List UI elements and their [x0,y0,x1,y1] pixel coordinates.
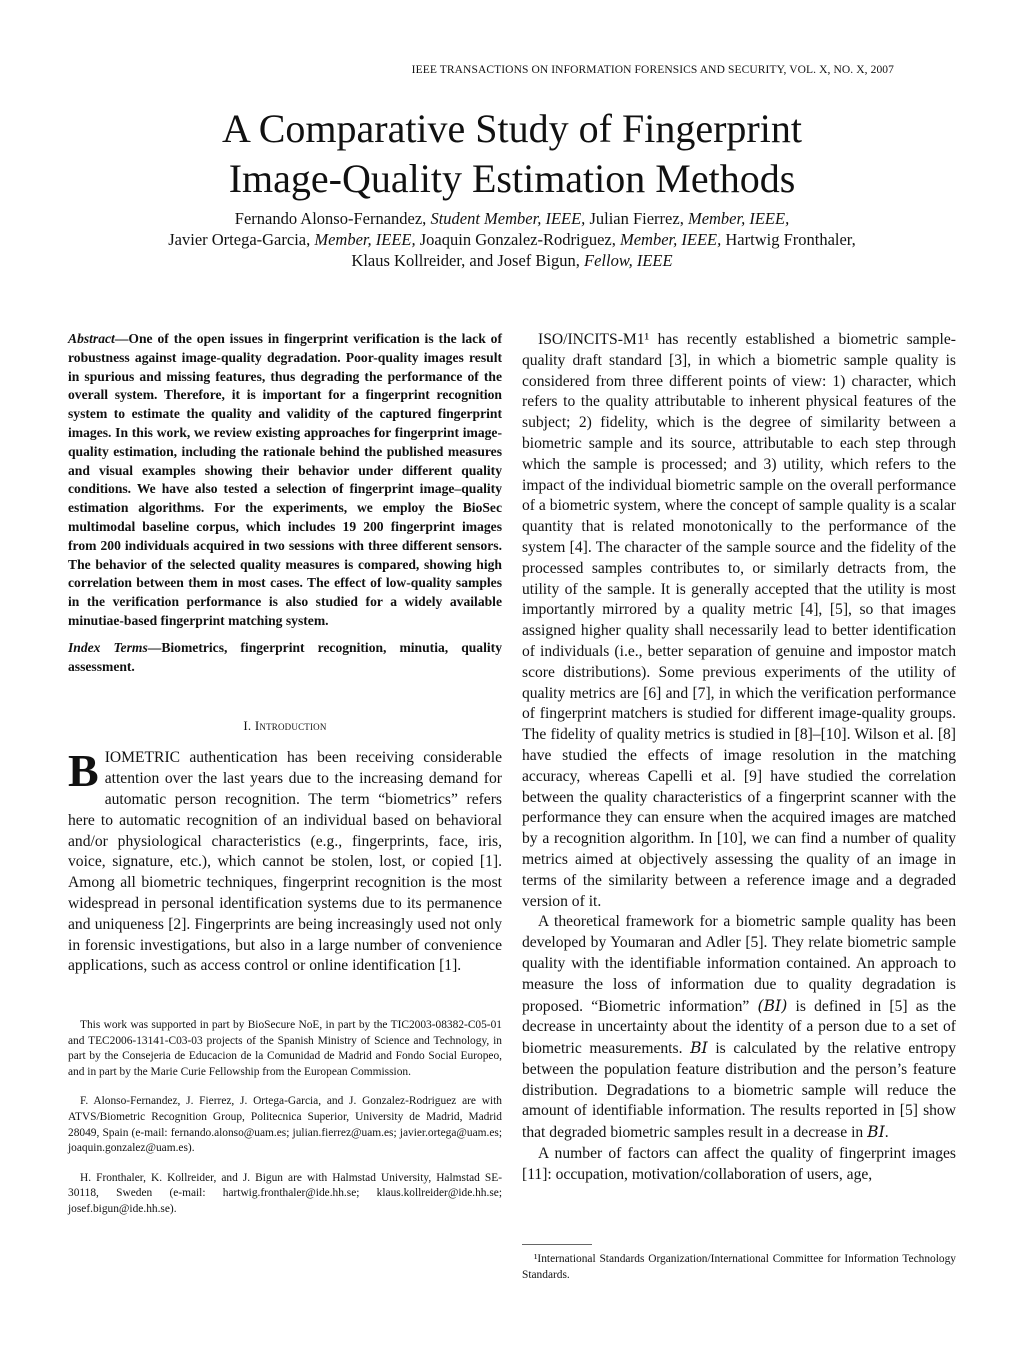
author-4: Joaquin Gonzalez-Rodriguez, [419,230,616,249]
footnote-support: This work was supported in part by BioSecure NoE, in part by the TIC2003-08382-C05-01 and TEC2006-13141-C03-03 projects of the Spanish Ministry of Science and Technology, in part by the Consejeria de Educacion de la Comunidad de Madrid and Fondo Social Europeo, and in part by the Marie Curie Fellowship from the European Commission. [68,1019,502,1078]
drop-cap: B [68,745,99,797]
footnote-affiliation-1: F. Alonso-Fernandez, J. Fierrez, J. Ortega-Garcia, and J. Gonzalez-Rodriguez are with ATVS/Biometric Recognition Group, Politecnica Superior, University de Madrid, Madrid 28049, Spain (e-mail: fernando.alonso@uam.es; julian.fierrez@uam.es; javier.ortega@uam.es; joaquin.gonzalez@uam.es). [68,1095,502,1155]
footnote-affiliation-2: H. Fronthaler, K. Kollreider, and J. Bigun are with Halmstad University, Halmstad SE-30118, Sweden (e-mail: hartwig.fronthaler@ide.hh.se; klaus.kollreider@ide.hh.se; josef.bigun@ide.hh.se). [68,1171,502,1215]
author-3-role: Member, IEEE, [314,230,416,249]
index-terms [68,639,502,677]
author-2-role: Member, IEEE, [687,209,790,228]
index-terms-text: —Biometrics, fingerprint recognition, minutia, quality assessment. [68,639,502,674]
right-column [522,330,956,1186]
body-paragraph-3: A number of factors can affect the quality of fingerprint images [11]: occupation, motivation/collaboration of users, age, [522,1145,956,1183]
body-paragraph-1: ISO/INCITS-M1¹ has recently established a biometric sample-quality draft standard [3], in which a biometric sample quality is considered from three different points of view: 1) character, which refers to the quality attributable to inherent physical features of the subject; 2) fidelity, which is the degree of similarity between a biometric sample and its source, attributable to each step through which the sample is processed; and 3) utility, which refers to the impact of the individual biometric sample on the overall performance of a biometric system, where the concept of sample quality is a scalar quantity that is related monotonically to the performance of the system [4]. The character of the sample source and the fidelity of the processed samples contributes to, or similarly detracts from, the utility of the sample. It is generally accepted that the utility is most importantly mirrored by a quality metric [4], [5], so that images assigned higher quality shall necessarily lead to better identification of individuals (i.e., better separation of genuine and impostor match score distributions). Some previous experiments of the utility of quality metrics are [6] and [7], in which the verification performance of fingerprint matchers is studied for different image-quality groups. The fidelity of quality metrics is studied in [8]–[10]. Wilson et al. [8] have studied the effects of image resolution in the matching accuracy, whereas Capelli et al. [9] have studied the correlation between the quality characteristics of a fingerprint scanner with the performance they can ensure when the acquired images are matched by a recognition algorithm. In [10], we can find a number of quality metrics aimed at objectively assessing the quality of an image in terms of the similarity between a reference image and a degraded version of it. [522,331,956,910]
math-bi: (BI) [757,996,788,1015]
author-6-role: Fellow, IEEE [584,251,673,270]
p2-text-b: is defined in [5] as the decrease in uncertainty about the identity of a person due to a set of biometric measurements. [522,997,957,1058]
p2-text-d: . [884,1124,889,1142]
title-line-1: A Comparative Study of Fingerprint [222,106,802,151]
author-1-role: Student Member, IEEE, [430,209,586,228]
abstract-label: Abstract [68,331,115,346]
author-6: Klaus Kollreider, and Josef Bigun, [351,251,580,270]
p2-text-a: A theoretical framework for a biometric sample quality has been developed by Youmaran and Adler [5]. They relate biometric sample quality with the identifiable information contained. An approach to measure the loss of information due to quality degradation is proposed. “Biometric information” [522,913,956,1015]
author-4-role: Member, IEEE, [619,230,722,249]
left-column [68,330,502,977]
intro-paragraph [68,745,502,977]
author-list [60,208,964,271]
section-number: I. [243,718,252,734]
abstract [68,330,502,631]
section-title: Introduction [254,718,327,734]
author-line-1 [60,208,964,229]
footnote-rule [522,1244,592,1245]
p2-text-c: is calculated by the relative entropy between the population feature distribution and the person’s feature distribution. Degradations to a biometric sample will reduce the amount of identifiable information. The results reported in [5] show that degraded biometric samples result in a decrease in [522,1040,956,1142]
math-bi-3: BI [867,1123,885,1142]
section-heading [68,718,502,734]
running-header: IEEE TRANSACTIONS ON INFORMATION FORENSICS AND SECURITY, VOL. X, NO. X, 2007 [411,64,894,76]
abstract-text: —One of the open issues in fingerprint verification is the lack of robustness against image-quality degradation. Poor-quality images result in spurious and missing features, thus degrading the performance of the overall system. Therefore, it is important for a fingerprint recognition system to estimate the quality and validity of the captured fingerprint images. In this work, we review existing approaches for fingerprint image-quality estimation, including the rationale behind the published measures and visual examples showing their behavior under different quality conditions. We have also tested a selection of fingerprint image–quality estimation algorithms. For the experiments, we employ the BioSec multimodal baseline corpus, which includes 19 200 fingerprint images from 200 individuals acquired in two sessions with three different sensors. The behavior of the selected quality measures is compared, showing high correlation between them in most cases. The effect of low-quality samples in the verification performance is also studied for a widely available minutiae-based fingerprint matching system. [68,331,502,628]
author-line-2 [60,229,964,250]
intro-text: IOMETRIC authentication has been receiving considerable attention over the last years due to the increasing demand for automatic person recognition. The term “biometrics” refers here to automatic recognition of an individual based on behavioral and/or physiological characteristics (e.g., fingerprints, face, iris, voice, signature, etc.), which cannot be stolen, lost, or copied [1]. Among all biometric techniques, fingerprint recognition is the most widespread in personal identification systems due to its permanence and uniqueness [2]. Fingerprints are being increasingly used not only in forensic investigations, but also in a large number of convenience applications, such as access control or online identification [1]. [68,749,502,975]
index-terms-label: Index Terms [68,639,148,655]
footnote-iso: ¹International Standards Organization/International Committee for Information Technology Standards. [522,1253,956,1281]
body-paragraph-2 [522,912,956,1144]
author-5: Hartwig Fronthaler, [725,230,856,249]
left-footnotes [68,1018,502,1232]
math-bi-2: BI [690,1039,708,1058]
paper-title [0,104,1024,204]
author-line-3 [60,250,964,271]
title-line-2: Image-Quality Estimation Methods [228,156,796,201]
author-2: Julian Fierrez, [589,209,684,228]
author-3: Javier Ortega-Garcia, [168,230,311,249]
author-1: Fernando Alonso-Fernandez, [234,209,427,228]
